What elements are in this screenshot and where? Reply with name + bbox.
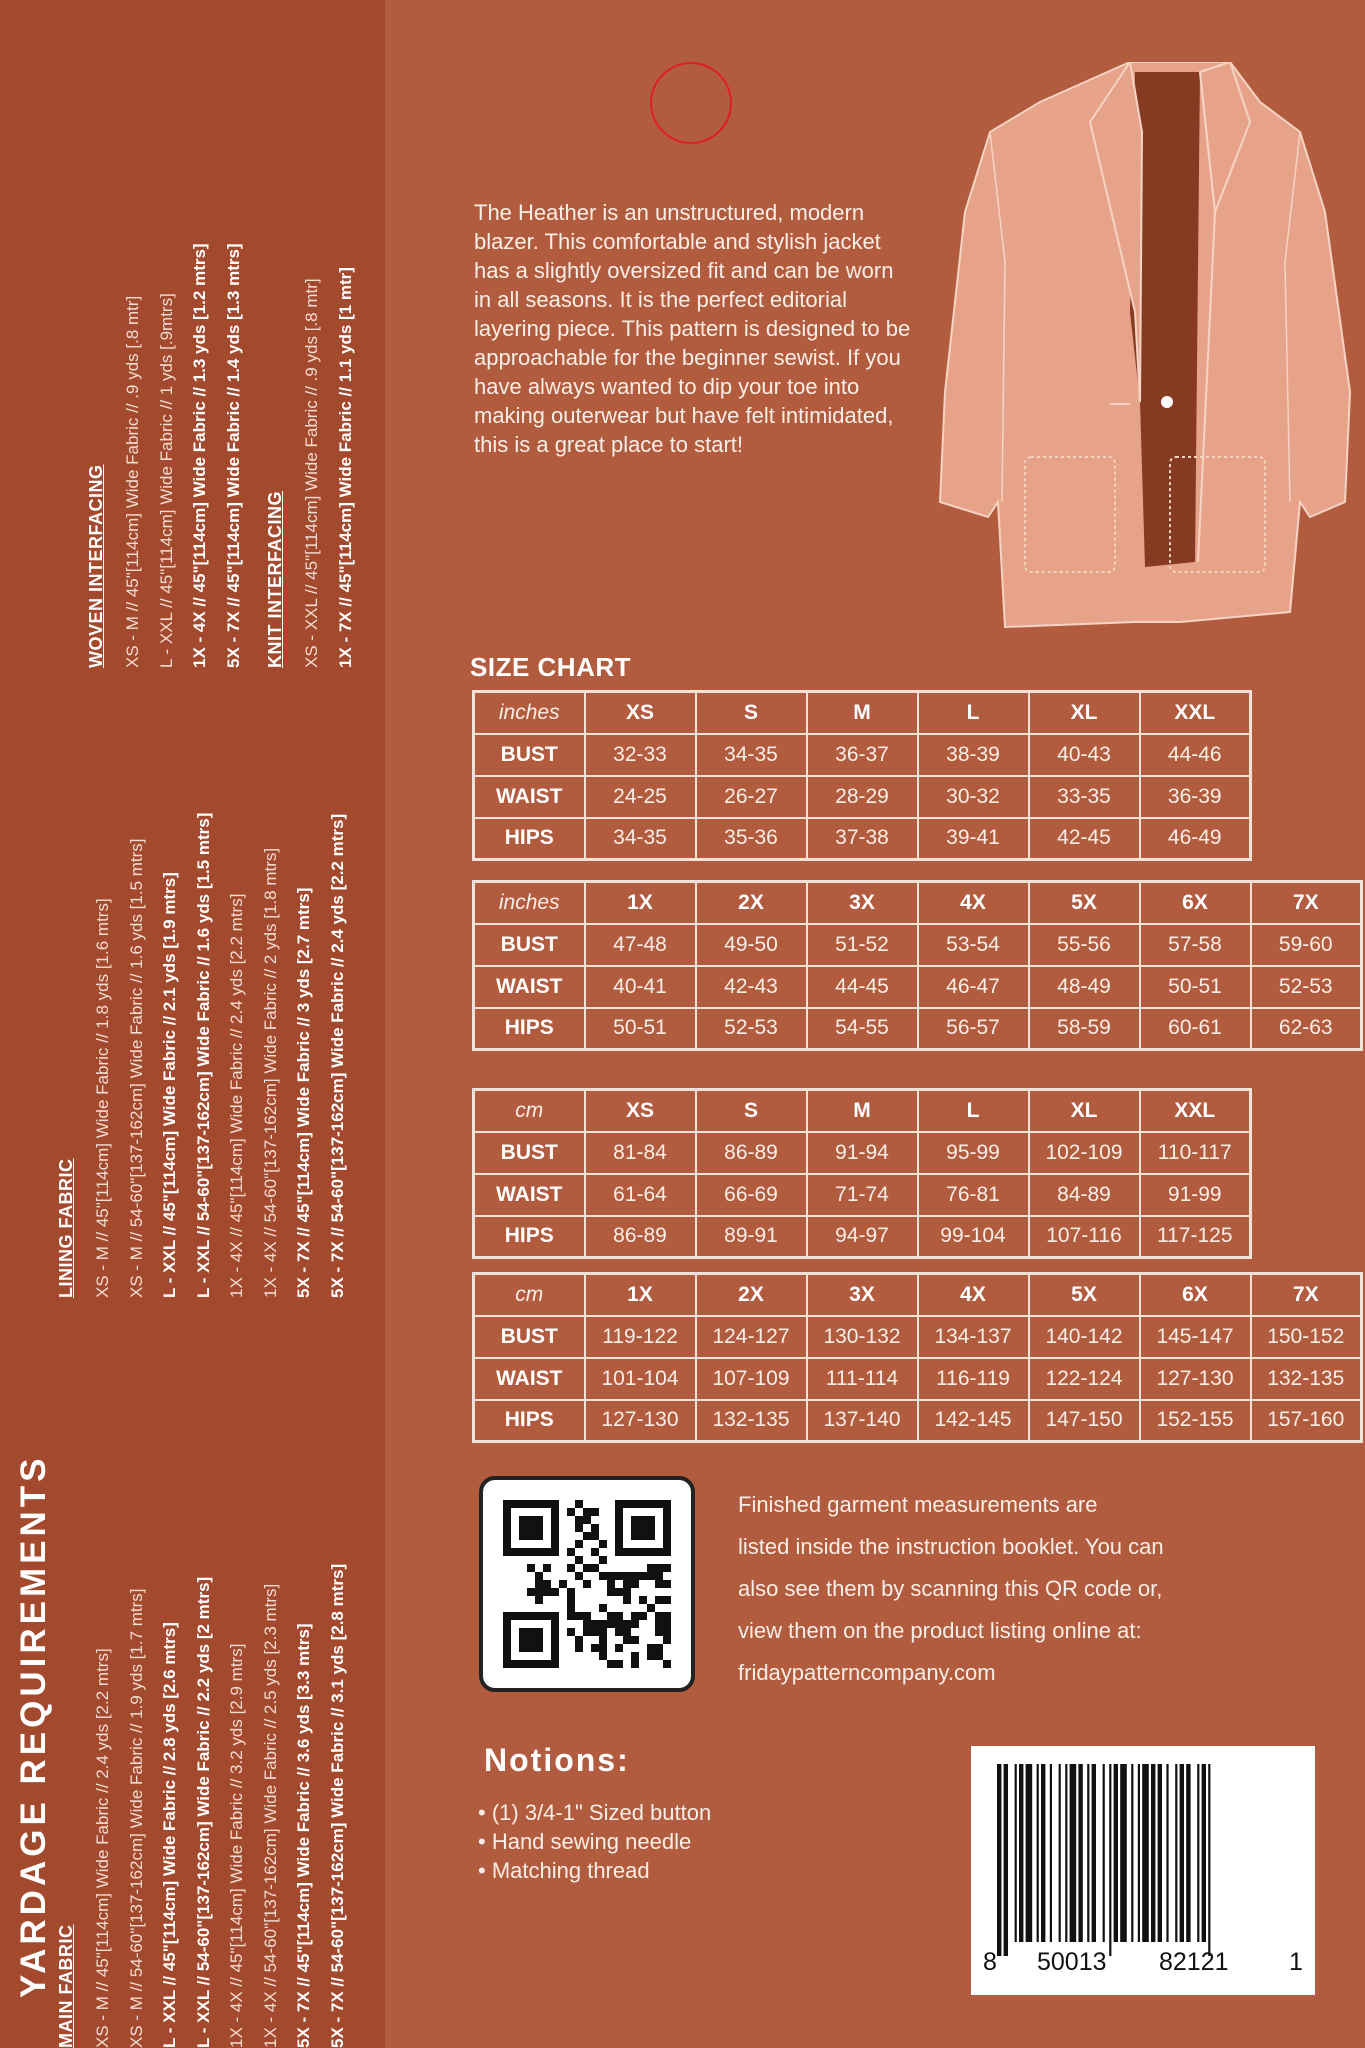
lining-fabric-lines <box>86 813 354 1298</box>
measurement-cell: 55-56 <box>1029 924 1140 966</box>
measurement-cell: 35-36 <box>696 818 807 860</box>
size-header: 7X <box>1251 882 1362 924</box>
barcode-digit-group: 82121 <box>1159 1948 1229 1976</box>
size-header: 3X <box>807 882 918 924</box>
measurement-cell: 50-51 <box>1140 966 1251 1008</box>
knit-interfacing-section <box>265 267 362 668</box>
size-header: XL <box>1029 692 1140 734</box>
measurement-cell: 44-45 <box>807 966 918 1008</box>
measurement-cell: 76-81 <box>918 1174 1029 1216</box>
hang-hole-marker <box>650 62 732 144</box>
yardage-line: L - XXL // 54-60"[137-162cm] Wide Fabric // 2.2 yds [2 mtrs] <box>193 1576 213 2048</box>
measurement-cell: 62-63 <box>1251 1008 1362 1050</box>
measurement-label: HIPS <box>474 1216 585 1258</box>
barcode-digit-group: 50013 <box>1037 1948 1107 1976</box>
notion-item: • Matching thread <box>478 1856 711 1885</box>
qr-code-icon[interactable] <box>479 1476 695 1692</box>
yardage-line: 1X - 4X // 54-60"[137-162cm] Wide Fabric // 2.5 yds [2.3 mtrs] <box>260 1583 280 2048</box>
measurement-cell: 38-39 <box>918 734 1029 776</box>
measurement-cell: 40-43 <box>1029 734 1140 776</box>
measurement-cell: 33-35 <box>1029 776 1140 818</box>
size-header: 1X <box>585 1274 696 1316</box>
unit-label: inches <box>474 692 585 734</box>
yardage-line: 5X - 7X // 45"[114cm] Wide Fabric // 1.4 yds [1.3 mtrs] <box>223 243 243 668</box>
measurement-label: HIPS <box>474 818 585 860</box>
measurement-cell: 127-130 <box>1140 1358 1251 1400</box>
yardage-line: 1X - 4X // 54-60"[137-162cm] Wide Fabric // 2 yds [1.8 mtrs] <box>260 847 280 1298</box>
notions-title: Notions: <box>484 1742 630 1778</box>
size-header: 2X <box>696 1274 807 1316</box>
size-header: 4X <box>918 1274 1029 1316</box>
barcode <box>971 1746 1315 1995</box>
size-header: XXL <box>1140 1090 1251 1132</box>
measurement-cell: 42-45 <box>1029 818 1140 860</box>
barcode-digit-group: 8 <box>983 1948 997 1976</box>
measurement-cell: 34-35 <box>696 734 807 776</box>
measurement-cell: 32-33 <box>585 734 696 776</box>
size-header: XS <box>585 692 696 734</box>
measurement-cell: 84-89 <box>1029 1174 1140 1216</box>
measurement-cell: 134-137 <box>918 1316 1029 1358</box>
measurement-cell: 89-91 <box>696 1216 807 1258</box>
size-header: L <box>918 692 1029 734</box>
measurement-cell: 48-49 <box>1029 966 1140 1008</box>
size-table <box>472 690 1252 861</box>
size-header: 7X <box>1251 1274 1362 1316</box>
yardage-line: XS - XXL // 45"[114cm] Wide Fabric // .9 yds [.8 mtr] <box>302 278 321 668</box>
yardage-line: L - XXL // 54-60"[137-162cm] Wide Fabric // 1.6 yds [1.5 mtrs] <box>193 812 213 1298</box>
size-header: 4X <box>918 882 1029 924</box>
measurement-label: BUST <box>474 924 585 966</box>
measurement-cell: 107-116 <box>1029 1216 1140 1258</box>
measurement-cell: 66-69 <box>696 1174 807 1216</box>
unit-label: inches <box>474 882 585 924</box>
note-line: also see them by scanning this QR code or, <box>738 1576 1163 1601</box>
size-header: M <box>807 1090 918 1132</box>
barcode-digit-group: 1 <box>1289 1948 1303 1976</box>
yardage-line: XS - M // 45"[114cm] Wide Fabric // 1.8 yds [1.6 mtrs] <box>93 898 112 1298</box>
measurement-cell: 101-104 <box>585 1358 696 1400</box>
measurement-cell: 127-130 <box>585 1400 696 1442</box>
size-table <box>472 1088 1252 1259</box>
measurement-cell: 95-99 <box>918 1132 1029 1174</box>
yardage-line: 5X - 7X // 45"[114cm] Wide Fabric // 3 yds [2.7 mtrs] <box>294 887 313 1298</box>
yardage-line: 5X - 7X // 54-60"[137-162cm] Wide Fabric // 2.4 yds [2.2 mtrs] <box>327 813 347 1298</box>
measurement-label: WAIST <box>474 1174 585 1216</box>
measurement-cell: 37-38 <box>807 818 918 860</box>
note-line: view them on the product listing online at: <box>738 1618 1142 1643</box>
measurement-cell: 91-94 <box>807 1132 918 1174</box>
measurement-cell: 39-41 <box>918 818 1029 860</box>
measurement-label: BUST <box>474 1132 585 1174</box>
measurement-label: WAIST <box>474 1358 585 1400</box>
measurement-cell: 111-114 <box>807 1358 918 1400</box>
yardage-panel <box>0 0 385 2048</box>
measurement-cell: 152-155 <box>1140 1400 1251 1442</box>
website-link[interactable]: fridaypatterncompany.com <box>738 1660 996 1685</box>
yardage-line: 1X - 4X // 45"[114cm] Wide Fabric // 3.2 yds [2.9 mtrs] <box>227 1643 246 2048</box>
size-header: 1X <box>585 882 696 924</box>
yardage-line: 5X - 7X // 45"[114cm] Wide Fabric // 3.6 yds [3.3 mtrs] <box>294 1623 313 2048</box>
measurement-cell: 28-29 <box>807 776 918 818</box>
woven-interfacing-heading: WOVEN INTERFACING <box>86 464 106 668</box>
measurement-cell: 145-147 <box>1140 1316 1251 1358</box>
measurement-cell: 132-135 <box>696 1400 807 1442</box>
measurement-cell: 56-57 <box>918 1008 1029 1050</box>
measurement-cell: 26-27 <box>696 776 807 818</box>
measurement-cell: 40-41 <box>585 966 696 1008</box>
measurement-cell: 30-32 <box>918 776 1029 818</box>
measurement-cell: 142-145 <box>918 1400 1029 1442</box>
measurement-cell: 81-84 <box>585 1132 696 1174</box>
size-header: XXL <box>1140 692 1251 734</box>
knit-interfacing-heading: KNIT INTERFACING <box>265 491 285 668</box>
note-line: Finished garment measurements are <box>738 1492 1098 1517</box>
qr-code-graphic <box>503 1500 671 1668</box>
measurement-cell: 107-109 <box>696 1358 807 1400</box>
measurement-cell: 42-43 <box>696 966 807 1008</box>
size-header: S <box>696 692 807 734</box>
measurement-cell: 102-109 <box>1029 1132 1140 1174</box>
measurement-cell: 50-51 <box>585 1008 696 1050</box>
measurement-cell: 44-46 <box>1140 734 1251 776</box>
measurement-cell: 47-48 <box>585 924 696 966</box>
notions-list <box>478 1798 711 1885</box>
yardage-line: 1X - 7X // 45"[114cm] Wide Fabric // 1.1 yds [1 mtr] <box>335 267 355 668</box>
yardage-line: XS - M // 54-60"[137-162cm] Wide Fabric // 1.9 yds [1.7 mtrs] <box>126 1588 146 2048</box>
size-header: 6X <box>1140 1274 1251 1316</box>
size-header: 2X <box>696 882 807 924</box>
measurement-cell: 58-59 <box>1029 1008 1140 1050</box>
main-fabric-heading: MAIN FABRIC <box>56 1924 76 2048</box>
yardage-line: XS - M // 45"[114cm] Wide Fabric // 2.4 yds [2.2 mtrs] <box>93 1648 112 2048</box>
measurement-cell: 150-152 <box>1251 1316 1362 1358</box>
woven-interfacing-section <box>86 243 250 668</box>
main-fabric-lines <box>86 1564 354 2048</box>
size-chart-title: SIZE CHART <box>470 652 631 682</box>
pattern-description: The Heather is an unstructured, modern blazer. This comfortable and stylish jacket has a slightly oversized fit and can be worn in all seasons. It is the perfect editorial layering piece. This pattern is designed to be approachable for the beginner sewist. If you have always wanted to dip your toe into making outerwear but have felt intimidated, this is a great place to start! <box>474 200 911 457</box>
measurement-label: WAIST <box>474 966 585 1008</box>
measurement-cell: 34-35 <box>585 818 696 860</box>
size-table <box>472 880 1363 1051</box>
measurement-cell: 86-89 <box>585 1216 696 1258</box>
yardage-line: XS - M // 54-60"[137-162cm] Wide Fabric // 1.6 yds [1.5 mtrs] <box>126 838 146 1298</box>
notion-item: • Hand sewing needle <box>478 1827 711 1856</box>
measurement-cell: 52-53 <box>1251 966 1362 1008</box>
measurement-cell: 130-132 <box>807 1316 918 1358</box>
measurement-cell: 94-97 <box>807 1216 918 1258</box>
unit-label: cm <box>474 1090 585 1132</box>
measurement-cell: 116-119 <box>918 1358 1029 1400</box>
measurement-label: HIPS <box>474 1008 585 1050</box>
note-line: listed inside the instruction booklet. You can <box>738 1534 1164 1559</box>
measurement-cell: 57-58 <box>1140 924 1251 966</box>
measurement-cell: 86-89 <box>696 1132 807 1174</box>
measurement-cell: 140-142 <box>1029 1316 1140 1358</box>
yardage-title: YARDAGE REQUIREMENTS <box>14 1454 53 1998</box>
measurement-cell: 36-39 <box>1140 776 1251 818</box>
knit-interfacing-lines <box>295 267 362 668</box>
yardage-line: 1X - 4X // 45"[114cm] Wide Fabric // 2.4 yds [2.2 mtrs] <box>227 893 246 1298</box>
barcode-bars <box>971 1746 1315 1956</box>
measurement-cell: 147-150 <box>1029 1400 1140 1442</box>
measurement-label: WAIST <box>474 776 585 818</box>
size-header: M <box>807 692 918 734</box>
measurement-cell: 157-160 <box>1251 1400 1362 1442</box>
size-header: 3X <box>807 1274 918 1316</box>
measurement-cell: 71-74 <box>807 1174 918 1216</box>
measurement-cell: 110-117 <box>1140 1132 1251 1174</box>
measurement-cell: 99-104 <box>918 1216 1029 1258</box>
measurement-label: BUST <box>474 1316 585 1358</box>
unit-label: cm <box>474 1274 585 1316</box>
measurement-cell: 122-124 <box>1029 1358 1140 1400</box>
measurement-cell: 46-47 <box>918 966 1029 1008</box>
measurement-label: HIPS <box>474 1400 585 1442</box>
measurement-note <box>738 1484 1278 1694</box>
size-header: 5X <box>1029 882 1140 924</box>
size-header: 6X <box>1140 882 1251 924</box>
measurement-cell: 61-64 <box>585 1174 696 1216</box>
yardage-rotated-content <box>0 0 385 2048</box>
measurement-cell: 124-127 <box>696 1316 807 1358</box>
measurement-cell: 132-135 <box>1251 1358 1362 1400</box>
measurement-cell: 60-61 <box>1140 1008 1251 1050</box>
measurement-cell: 53-54 <box>918 924 1029 966</box>
main-fabric-section <box>56 1564 354 2048</box>
measurement-cell: 51-52 <box>807 924 918 966</box>
measurement-cell: 137-140 <box>807 1400 918 1442</box>
notion-item: • (1) 3/4-1" Sized button <box>478 1798 711 1827</box>
measurement-cell: 54-55 <box>807 1008 918 1050</box>
measurement-cell: 91-99 <box>1140 1174 1251 1216</box>
measurement-cell: 24-25 <box>585 776 696 818</box>
size-header: XL <box>1029 1090 1140 1132</box>
yardage-line: 5X - 7X // 54-60"[137-162cm] Wide Fabric // 3.1 yds [2.8 mtrs] <box>327 1563 347 2048</box>
yardage-line: L - XXL // 45"[114cm] Wide Fabric // 2.1 yds [1.9 mtrs] <box>160 872 179 1298</box>
size-header: XS <box>585 1090 696 1132</box>
measurement-label: BUST <box>474 734 585 776</box>
yardage-line: L - XXL // 45"[114cm] Wide Fabric // 1 yds [.9mtrs] <box>156 293 176 668</box>
woven-interfacing-lines <box>116 243 250 668</box>
measurement-cell: 46-49 <box>1140 818 1251 860</box>
measurement-cell: 119-122 <box>585 1316 696 1358</box>
yardage-line: L - XXL // 45"[114cm] Wide Fabric // 2.8 yds [2.6 mtrs] <box>160 1622 179 2048</box>
barcode-digits <box>971 1948 1315 1988</box>
measurement-cell: 36-37 <box>807 734 918 776</box>
measurement-cell: 59-60 <box>1251 924 1362 966</box>
measurement-cell: 52-53 <box>696 1008 807 1050</box>
size-header: L <box>918 1090 1029 1132</box>
lining-fabric-heading: LINING FABRIC <box>56 1158 76 1298</box>
yardage-line: 1X - 4X // 45"[114cm] Wide Fabric // 1.3 yds [1.2 mtrs] <box>190 243 209 668</box>
blazer-illustration <box>930 62 1355 642</box>
size-header: S <box>696 1090 807 1132</box>
yardage-line: XS - M // 45"[114cm] Wide Fabric // .9 yds [.8 mtr] <box>123 295 142 668</box>
size-table <box>472 1272 1363 1443</box>
size-header: 5X <box>1029 1274 1140 1316</box>
measurement-cell: 117-125 <box>1140 1216 1251 1258</box>
measurement-cell: 49-50 <box>696 924 807 966</box>
lining-fabric-section <box>56 813 354 1298</box>
